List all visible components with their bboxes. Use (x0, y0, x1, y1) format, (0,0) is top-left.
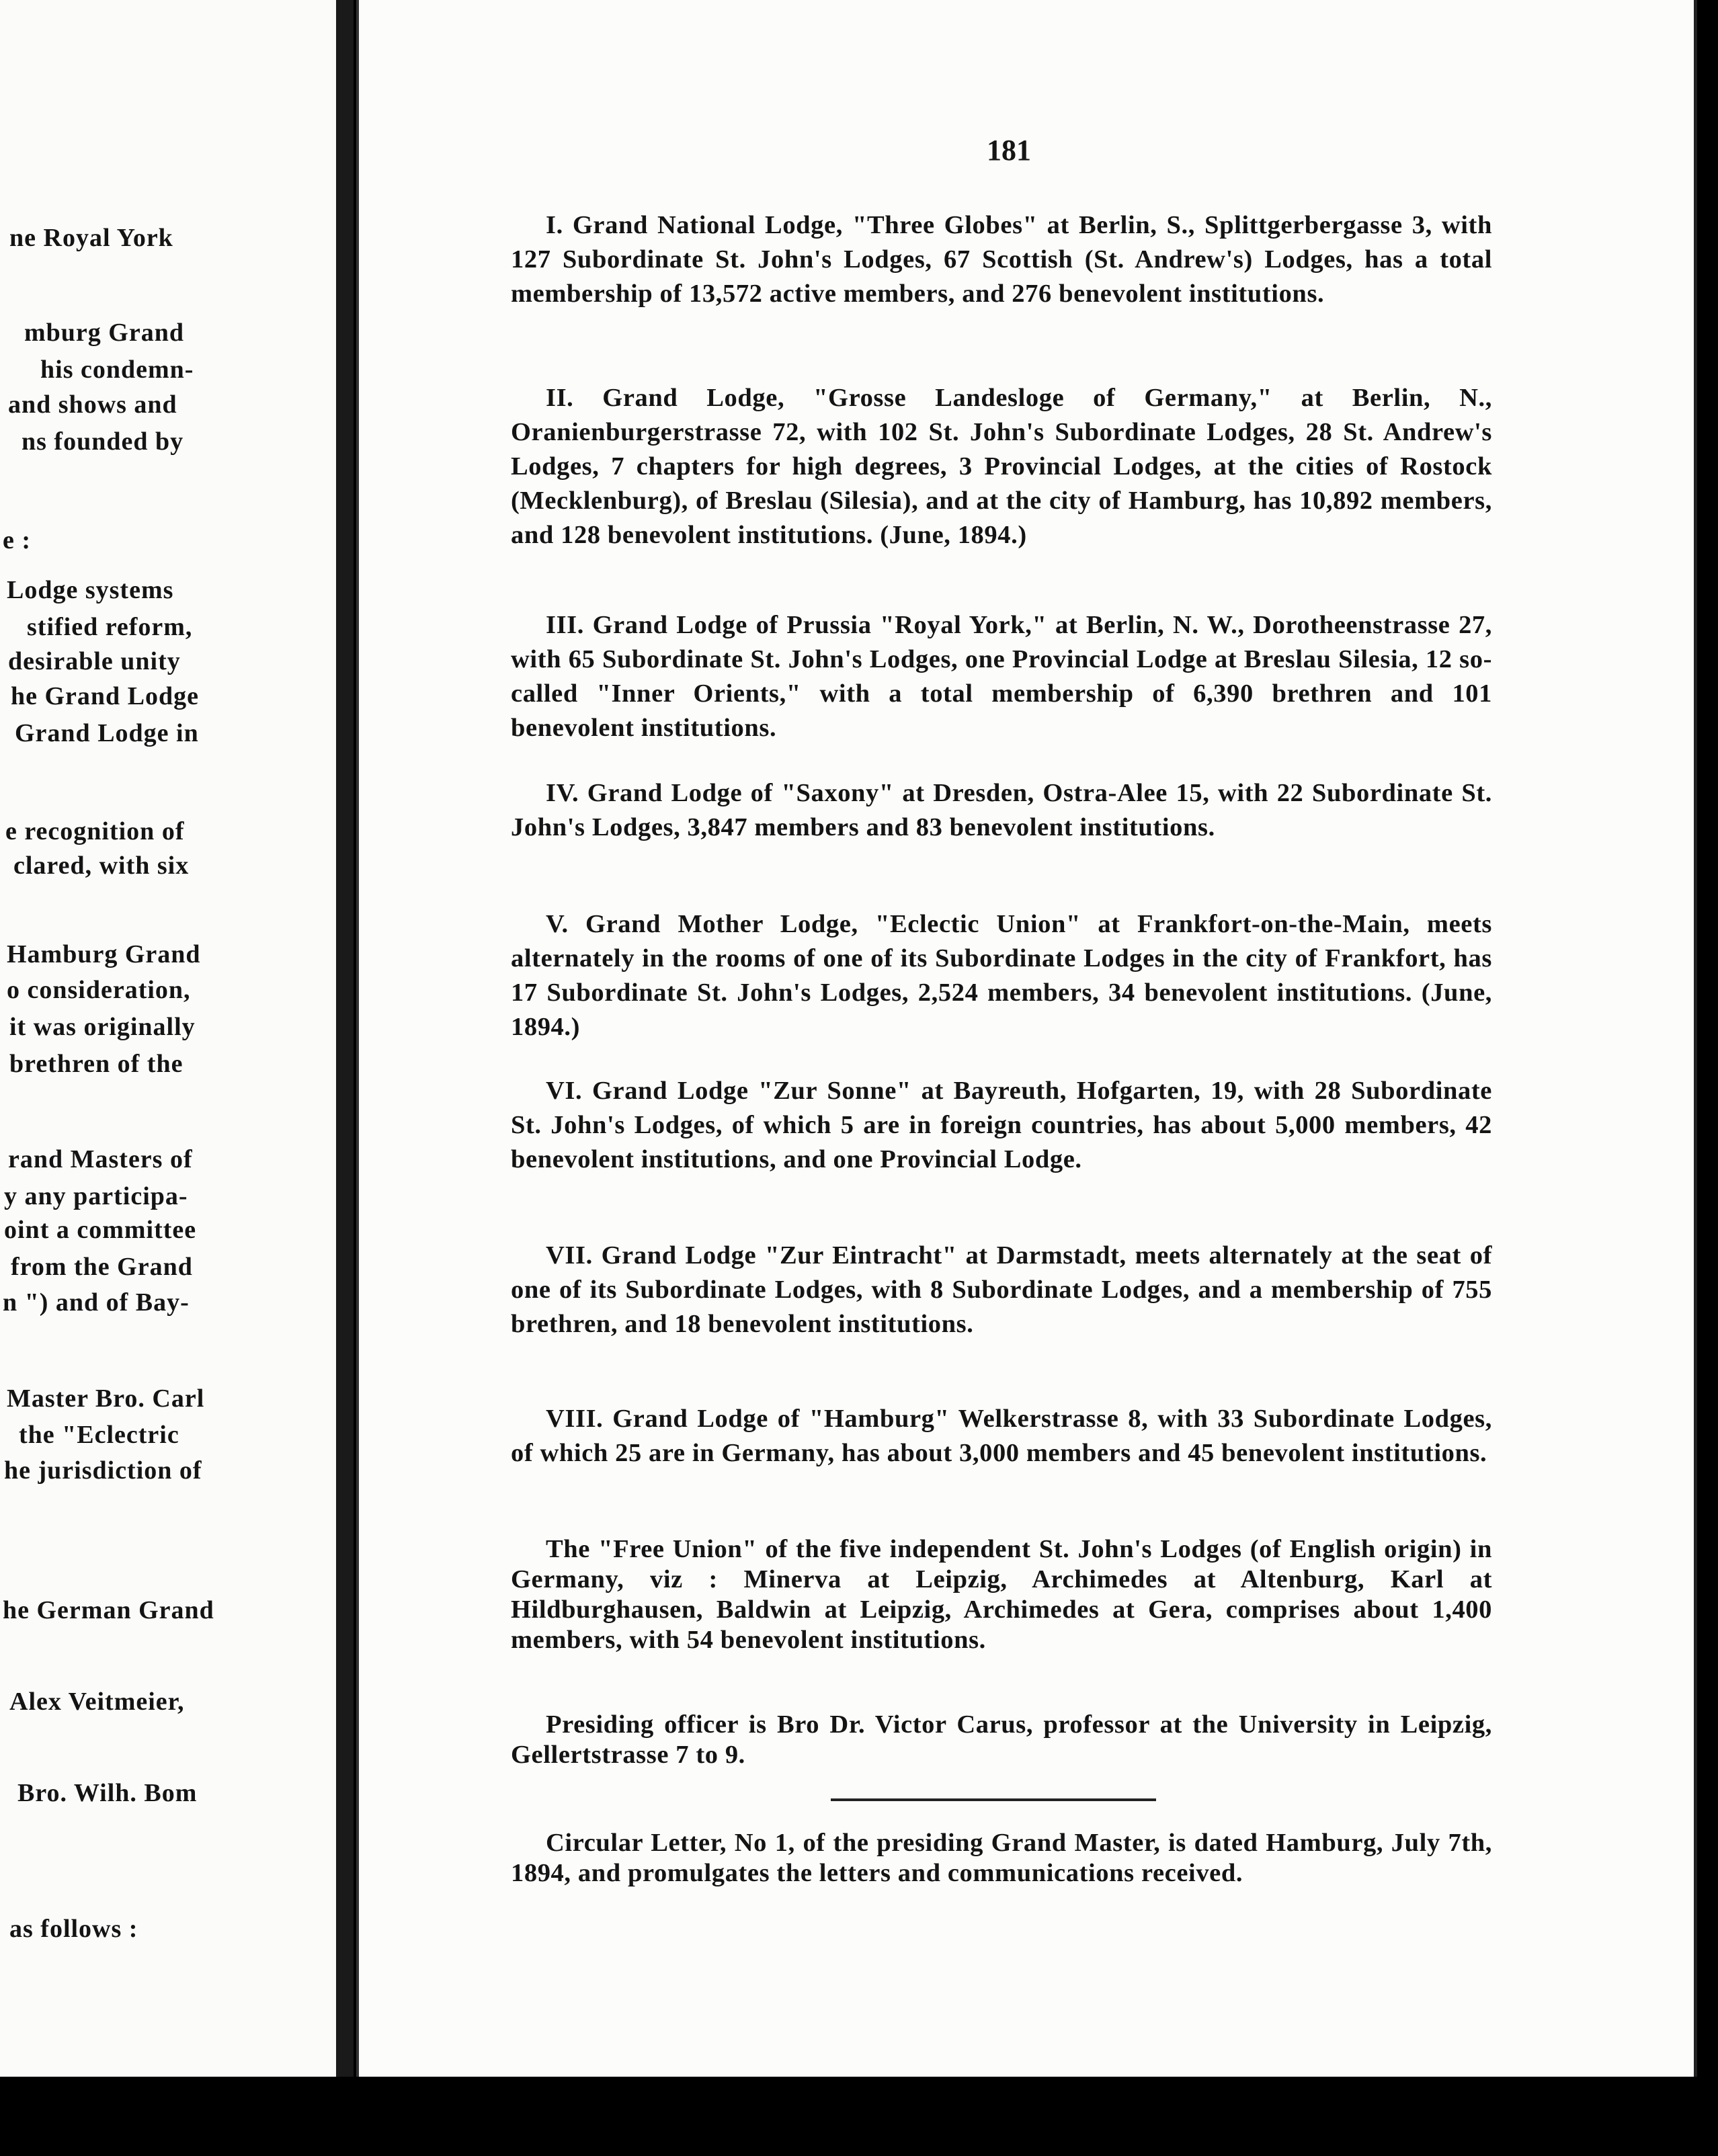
left-line: it was originally (9, 1013, 196, 1041)
left-line: and shows and (8, 390, 177, 419)
paragraph-hamburg (511, 1402, 1492, 1470)
paragraph-text: III. Grand Lodge of Prussia "Royal York," at Berlin, N. W., Dorotheenstrasse 27, with 65 Subordinate St. John's Lodges, one Provincial Lodge at Breslau Silesia, 12 so-called "Inner Orients," with a total membership of 6,390 brethren and 101 benevolent institutions. (511, 611, 1492, 742)
left-line: the "Eclectric (19, 1421, 179, 1449)
left-line: as follows : (9, 1915, 138, 1943)
paragraph-text: Circular Letter, No 1, of the presiding Grand Master, is dated Hamburg, July 7th, 1894, and promulgates the letters and communications received. (511, 1829, 1492, 1887)
page-gutter (336, 0, 354, 2077)
left-facing-page (0, 0, 336, 2077)
left-line: desirable unity (8, 647, 181, 675)
page-right-edge (1680, 0, 1697, 2077)
left-line: he jurisdiction of (4, 1456, 202, 1485)
paragraph-text: The "Free Union" of the five independent St. John's Lodges (of English origin) in Germany, viz : Minerva at Leipzig, Archimedes at Altenburg, Karl at Hildburghausen, Baldwin at Leipzig, Archimedes at Gera, comprises about 1,400 members, with 54 benevolent institutions. (511, 1535, 1492, 1654)
section-divider-rule (831, 1798, 1156, 1801)
left-line: e : (3, 526, 32, 554)
paragraph-grand-national-lodge (511, 208, 1492, 311)
left-line: Bro. Wilh. Bom (17, 1779, 198, 1807)
paragraph-zur-sonne (511, 1074, 1492, 1177)
left-line: Alex Veitmeier, (9, 1688, 185, 1716)
left-line: Master Bro. Carl (7, 1384, 205, 1413)
paragraph-royal-york (511, 608, 1492, 745)
paragraph-text: VIII. Grand Lodge of "Hamburg" Welkerstrasse 8, with 33 Subordinate Lodges, of which 25 are in Germany, has about 3,000 members and 45 benevolent institutions. (511, 1405, 1492, 1467)
paragraph-eclectic-union (511, 907, 1492, 1044)
paragraph-circular-letter (511, 1828, 1492, 1889)
paragraph-free-union (511, 1534, 1492, 1655)
left-line: he Grand Lodge (11, 682, 200, 710)
paragraph-presiding-officer (511, 1710, 1492, 1770)
paragraph-text: V. Grand Mother Lodge, "Eclectic Union" at Frankfort-on-the-Main, meets alternately in the rooms of one of its Subordinate Lodges in the city of Frankfort, has 17 Subordinate St. John's Lodges, 2,524 members, 34 benevolent institutions. (June, 1894.) (511, 910, 1492, 1041)
left-line: brethren of the (9, 1050, 183, 1078)
paragraph-grosse-landesloge (511, 381, 1492, 552)
left-line: ns founded by (22, 427, 184, 456)
left-line: clared, with six (13, 852, 190, 880)
left-line: y any participa- (4, 1182, 188, 1210)
left-line: Lodge systems (7, 576, 174, 604)
left-line: mburg Grand (24, 319, 184, 347)
left-line: Grand Lodge in (15, 719, 199, 747)
paragraph-text: I. Grand National Lodge, "Three Globes" at Berlin, S., Splittgerbergasse 3, with 127 Subordinate St. John's Lodges, 67 Scottish (St. Andrew's) Lodges, has a total membership of 13,572 active members, and 276 benevolent institutions. (511, 211, 1492, 308)
left-line: he German Grand (3, 1596, 214, 1624)
left-line: rand Masters of (8, 1145, 193, 1173)
left-line: stified reform, (27, 613, 193, 641)
left-line: n ") and of Bay- (3, 1288, 190, 1317)
paragraph-text: IV. Grand Lodge of "Saxony" at Dresden, Ostra-Alee 15, with 22 Subordinate St. John's Lodges, 3,847 members and 83 benevolent institutions. (511, 779, 1492, 841)
left-line: his condemn- (40, 356, 194, 384)
left-line: from the Grand (11, 1253, 193, 1281)
paragraph-text: Presiding officer is Bro Dr. Victor Carus, professor at the University in Leipzig, Gellertstrasse 7 to 9. (511, 1710, 1492, 1769)
paragraph-text: VI. Grand Lodge "Zur Sonne" at Bayreuth, Hofgarten, 19, with 28 Subordinate St. John's Lodges, of which 5 are in foreign countries, has about 5,000 members, 42 benevolent institutions, and one Provincial Lodge. (511, 1077, 1492, 1173)
paragraph-text: II. Grand Lodge, "Grosse Landesloge of Germany," at Berlin, N., Oranienburgerstrasse 72, with 102 St. John's Subordinate Lodges, 28 St. Andrew's Lodges, 7 chapters for high degrees, 3 Provincial Lodges, at the cities of Rostock (Mecklenburg), of Breslau (Silesia), and at the city of Hamburg, has 10,892 members, and 128 benevolent institutions. (June, 1894.) (511, 384, 1492, 549)
left-line: ne Royal York (9, 224, 173, 252)
left-line: e recognition of (5, 817, 185, 845)
paragraph-saxony (511, 776, 1492, 845)
left-line: oint a committee (4, 1216, 197, 1244)
left-line: Hamburg Grand (7, 940, 201, 968)
paragraph-text: VII. Grand Lodge "Zur Eintracht" at Darmstadt, meets alternately at the seat of one of its Subordinate Lodges, with 8 Subordinate Lodges, and a membership of 755 brethren, and 18 benevolent institutions. (511, 1241, 1492, 1338)
paragraph-zur-eintracht (511, 1239, 1492, 1341)
page-number: 181 (987, 134, 1031, 167)
left-line: o consideration, (7, 976, 191, 1004)
